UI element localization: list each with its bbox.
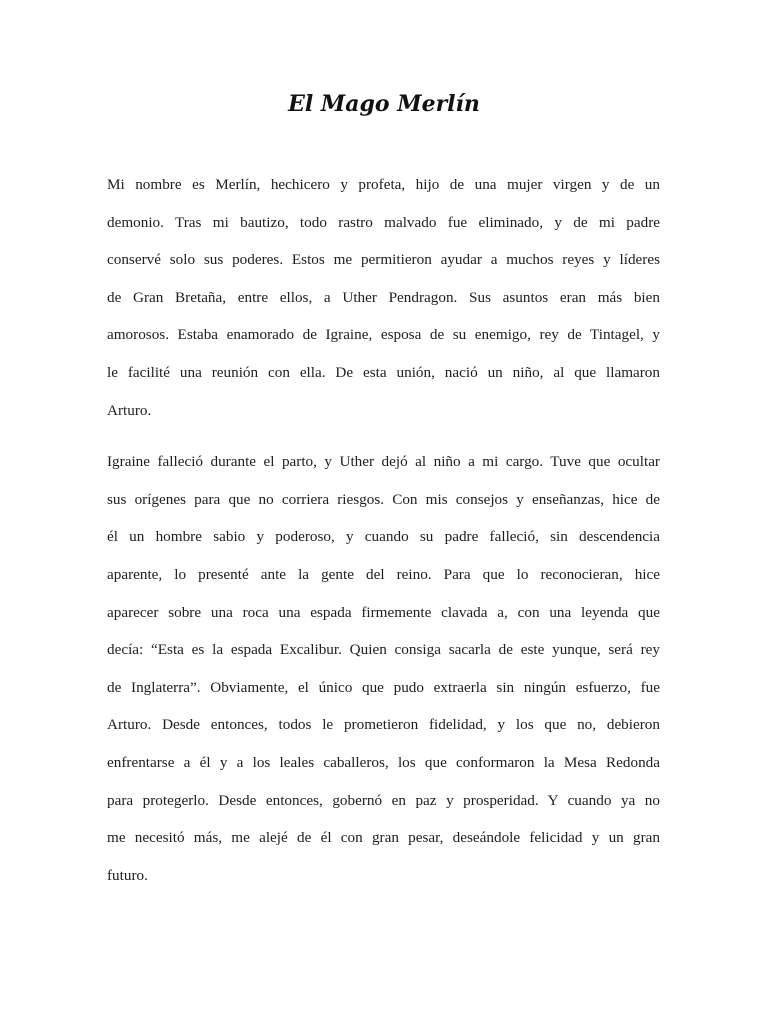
text-line: decía: “Esta es la espada Excalibur. Quien consiga sacarla de este yunque, será rey (107, 641, 660, 659)
text-line: Igraine falleció durante el parto, y Uther dejó al niño a mi cargo. Tuve que ocultar (107, 453, 660, 471)
text-line: me necesitó más, me alejé de él con gran pesar, deseándole felicidad y un gran (107, 829, 660, 847)
text-line: Mi nombre es Merlín, hechicero y profeta, hijo de una mujer virgen y de un (107, 176, 660, 193)
text-line: futuro. (107, 866, 148, 884)
text-line: él un hombre sabio y poderoso, y cuando su padre falleció, sin descendencia (107, 528, 660, 546)
text-line: para protegerlo. Desde entonces, gobernó en paz y prosperidad. Y cuando ya no (107, 791, 660, 809)
document-body (107, 166, 660, 908)
text-line: Arturo. (107, 401, 152, 419)
text-line: Arturo. Desde entonces, todos le prometieron fidelidad, y los que no, debieron (107, 716, 660, 734)
text-line: aparente, lo presenté ante la gente del reino. Para que lo reconocieran, hice (107, 565, 660, 583)
page-title: El Mago Merlín (288, 91, 480, 117)
text-line: le facilité una reunión con ella. De esta unión, nació un niño, al que llamaron (107, 363, 660, 381)
text-line: de Inglaterra”. Obviamente, el único que pudo extraerla sin ningún esfuerzo, fue (107, 678, 660, 696)
text-line: sus orígenes para que no corriera riesgos. Con mis consejos y enseñanzas, hice de (107, 490, 660, 508)
text-line: conservé solo sus poderes. Estos me permitieron ayudar a muchos reyes y líderes (107, 251, 660, 269)
text-line: amorosos. Estaba enamorado de Igraine, esposa de su enemigo, rey de Tintagel, y (107, 326, 660, 344)
text-line: enfrentarse a él y a los leales caballeros, los que conformaron la Mesa Redonda (107, 753, 660, 771)
paragraph-2 (107, 443, 660, 894)
text-line: demonio. Tras mi bautizo, todo rastro malvado fue eliminado, y de mi padre (107, 213, 660, 231)
text-line: aparecer sobre una roca una espada firmemente clavada a, con una leyenda que (107, 603, 660, 621)
paragraph-1 (107, 166, 660, 429)
text-line: de Gran Bretaña, entre ellos, a Uther Pendragon. Sus asuntos eran más bien (107, 288, 660, 306)
